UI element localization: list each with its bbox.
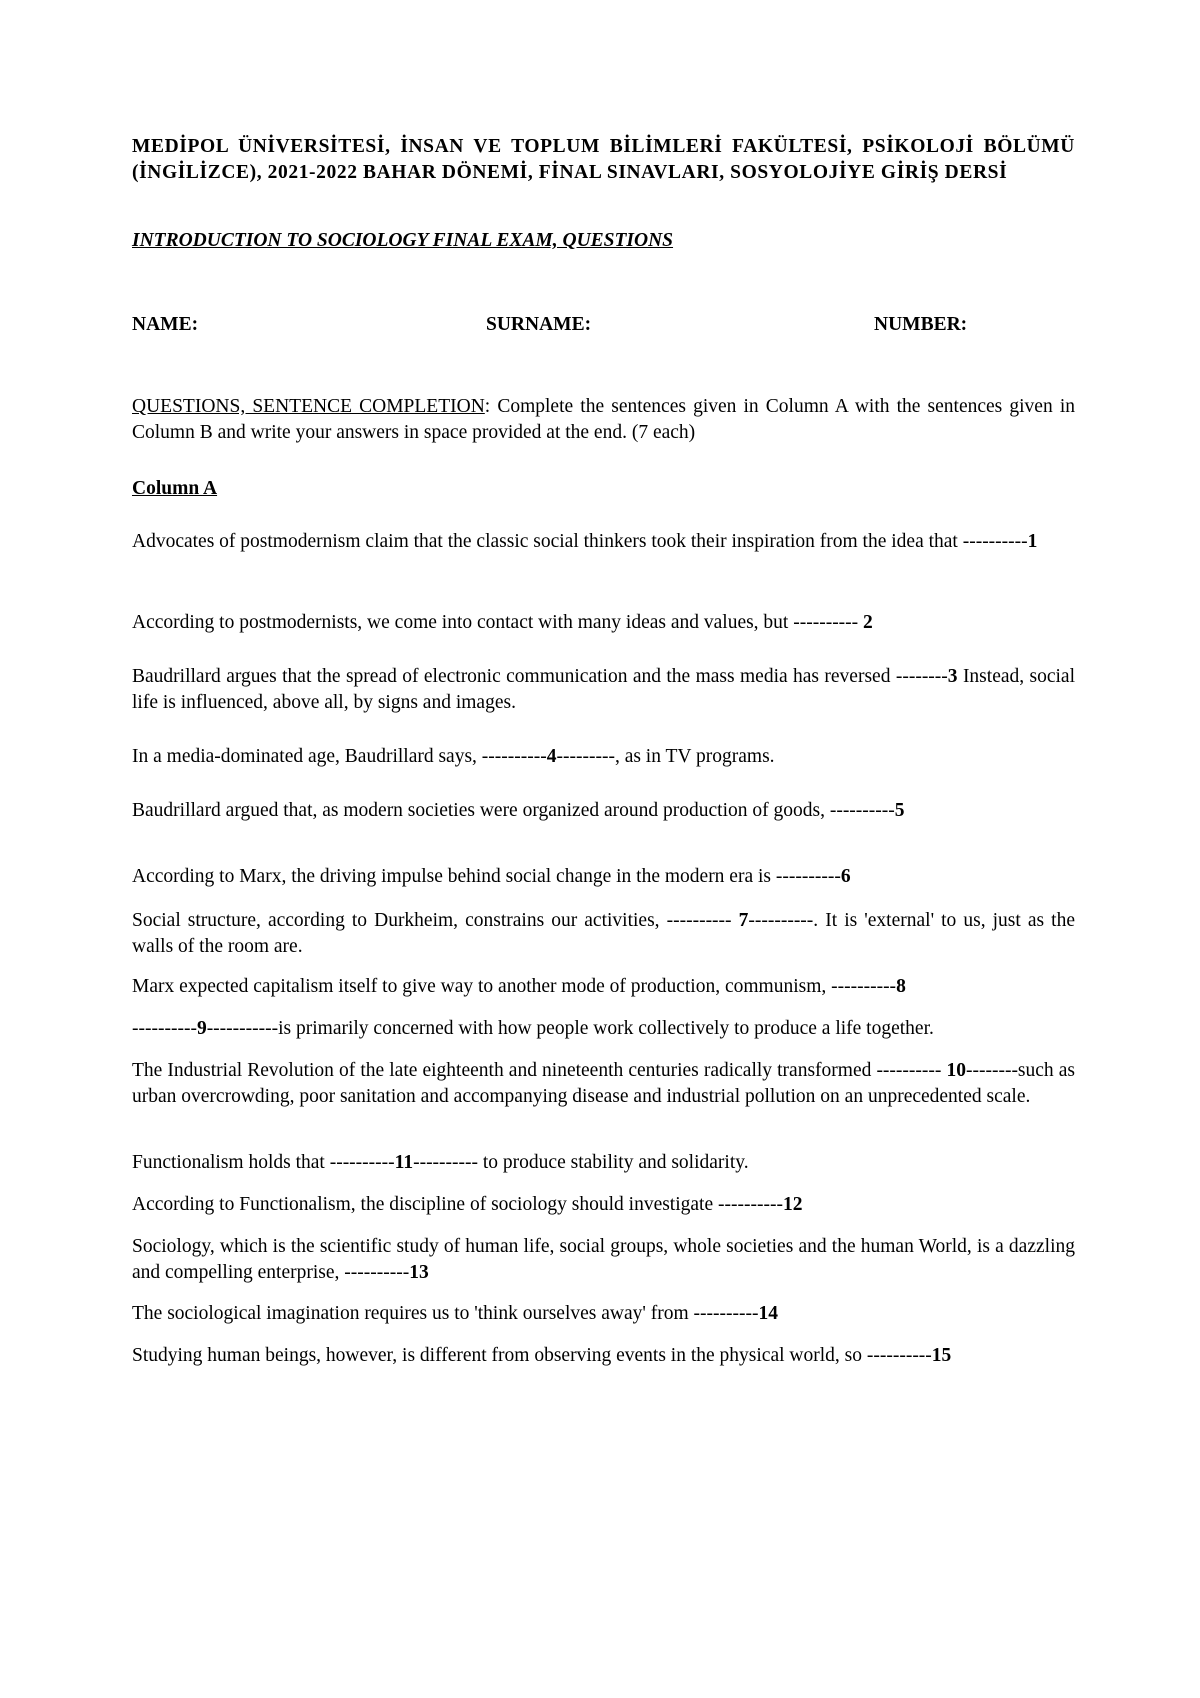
exam-title: INTRODUCTION TO SOCIOLOGY FINAL EXAM, QUESTIONS — [132, 230, 674, 251]
question-5-number: 5 — [894, 800, 905, 821]
question-2 — [132, 610, 1075, 636]
question-7-text: Social structure, according to Durkheim, constrains our activities, ---------- — [132, 910, 739, 931]
question-1-text: Advocates of postmodernism claim that the classic social thinkers took their inspiration from the idea that ---------- — [132, 531, 1028, 552]
question-11-text-after: ---------- to produce stability and solidarity. — [413, 1152, 749, 1173]
question-11-number: 11 — [394, 1152, 414, 1173]
question-4-text-after: ---------, as in TV programs. — [556, 746, 775, 767]
question-3-text: Baudrillard argues that the spread of electronic communication and the mass media has reversed -------- — [132, 666, 948, 687]
question-15 — [132, 1343, 1075, 1369]
question-12-number: 12 — [782, 1194, 803, 1215]
question-14 — [132, 1301, 1075, 1327]
question-10-text-after: --------such as urban overcrowding, poor sanitation and accompanying disease and industrial pollution on an unprecedented scale. — [132, 1060, 1076, 1107]
student-fields — [132, 312, 1075, 338]
question-1 — [132, 529, 1075, 555]
question-3-number: 3 — [947, 666, 958, 687]
question-13-number: 13 — [409, 1262, 429, 1283]
question-10-number: 10 — [946, 1060, 966, 1081]
question-10 — [132, 1058, 1075, 1110]
question-5-text: Baudrillard argued that, as modern societies were organized around production of goods, ---------- — [132, 800, 895, 821]
question-2-text: According to postmodernists, we come into contact with many ideas and values, but ---------- — [132, 612, 864, 633]
surname-label: SURNAME: — [486, 314, 592, 335]
question-4 — [132, 744, 1075, 770]
institution-header: MEDİPOL ÜNİVERSİTESİ, İNSAN VE TOPLUM BİLİMLERİ FAKÜLTESİ, PSİKOLOJİ BÖLÜMÜ (İNGİLİZCE), 2021-2022 BAHAR DÖNEMİ, FİNAL SINAVLARI, SOSYOLOJİYE GİRİŞ DERSİ — [132, 136, 1075, 183]
question-5 — [132, 798, 1075, 824]
instructions-text: : Complete the sentences given in Column A with the sentences given in Column B and write your answers in space provided at the end. (7 each) — [132, 396, 1076, 443]
header-block — [132, 134, 1075, 186]
column-a-heading: Column A — [132, 478, 218, 499]
question-8-text: Marx expected capitalism itself to give way to another mode of production, communism, ---------- — [132, 976, 897, 997]
question-14-text: The sociological imagination requires us to 'think ourselves away' from ---------- — [132, 1303, 759, 1324]
question-10-text: The Industrial Revolution of the late eighteenth and nineteenth centuries radically transformed ---------- — [132, 1060, 947, 1081]
question-9-number: 9 — [196, 1018, 207, 1039]
question-7 — [132, 908, 1075, 960]
instructions — [132, 394, 1075, 446]
question-7-text-after: ----------. It is 'external' to us, just as the walls of the room are. — [132, 910, 1075, 957]
question-2-number: 2 — [863, 612, 873, 633]
question-13-text: Sociology, which is the scientific study of human life, social groups, whole societies and the human World, is a dazzling and compelling enterprise, ---------- — [132, 1236, 1075, 1283]
question-14-number: 14 — [758, 1303, 778, 1324]
question-15-number: 15 — [931, 1345, 952, 1366]
question-4-text: In a media-dominated age, Baudrillard says, ---------- — [132, 746, 547, 767]
question-7-number: 7 — [738, 910, 749, 931]
name-label: NAME: — [132, 314, 199, 335]
question-3-text-after: Instead, social life is influenced, above all, by signs and images. — [132, 666, 1075, 713]
instructions-heading: QUESTIONS, SENTENCE COMPLETION — [132, 396, 485, 417]
question-12-text: According to Functionalism, the discipline of sociology should investigate ---------- — [132, 1194, 783, 1215]
question-9-text: ---------- — [132, 1018, 197, 1039]
question-11 — [132, 1150, 1075, 1176]
question-1-number: 1 — [1027, 531, 1038, 552]
question-3 — [132, 664, 1075, 716]
question-6 — [132, 864, 1075, 890]
question-9-text-after: -----------is primarily concerned with how people work collectively to produce a life together. — [206, 1018, 934, 1039]
question-13 — [132, 1234, 1075, 1286]
number-label: NUMBER: — [874, 314, 968, 335]
question-8-number: 8 — [896, 976, 906, 997]
question-8 — [132, 974, 1075, 1000]
question-12 — [132, 1192, 1075, 1218]
question-11-text: Functionalism holds that ---------- — [132, 1152, 395, 1173]
question-15-text: Studying human beings, however, is different from observing events in the physical world, so ---------- — [132, 1345, 932, 1366]
question-9 — [132, 1016, 1075, 1042]
question-4-number: 4 — [546, 746, 557, 767]
question-6-number: 6 — [840, 866, 851, 887]
question-6-text: According to Marx, the driving impulse behind social change in the modern era is ---------- — [132, 866, 841, 887]
